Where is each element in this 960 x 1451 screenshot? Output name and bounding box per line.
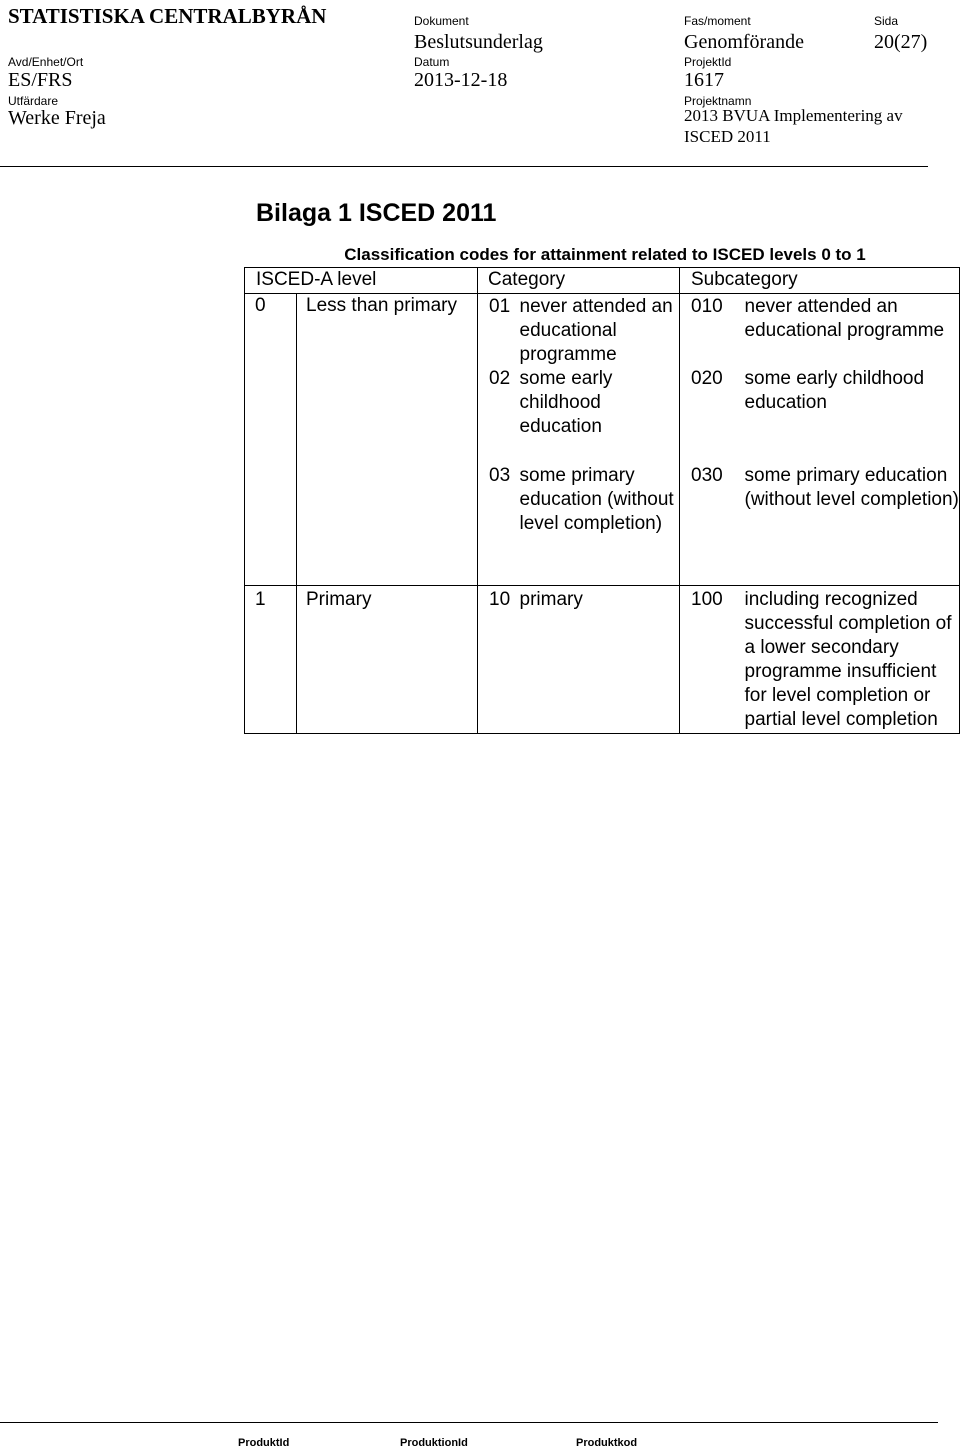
category-name: some early childhood education [519,367,680,464]
header-isced-level: ISCED-A level [245,268,478,294]
subcategory-code: 010 [691,296,723,317]
avd-label: Avd/Enhet/Ort [8,55,84,69]
footer-produktionid: ProduktionId [400,1437,468,1449]
table-caption: Classification codes for attainment related to ISCED levels 0 to 1 [344,245,866,264]
category-name: never attended an educational programme [519,294,680,368]
subcategory-name: including recognized successful completion of a lower secondary programme insufficient for level completion or partial level completion [735,585,960,733]
avd-value: ES/FRS [8,69,73,91]
projektnamn-line1: 2013 BVUA Implementering av [684,106,903,125]
projektnamn-line2: ISCED 2011 [684,127,771,146]
utfardare-label: Utfärdare [8,94,59,108]
fas-label: Fas/moment [684,14,751,28]
sida-value: 20(27) [874,31,928,53]
fas-value: Genomförande [684,31,804,53]
classification-table [244,267,960,734]
projektid-label: ProjektId [684,55,732,69]
utfardare-value: Werke Freja [8,107,106,129]
level-code: 0 [245,294,297,586]
category-name: some primary education (without level completion) [519,464,680,585]
footer-produktid: ProduktId [238,1437,290,1449]
datum-value: 2013-12-18 [414,69,508,91]
level-name: Primary [297,585,478,733]
subcategory-name: some early childhood education [735,367,960,464]
organization-name: STATISTISKA CENTRALBYRÅN [8,4,327,28]
subcategory-code: 100 [680,585,735,733]
table-row [245,294,960,368]
dokument-value: Beslutsunderlag [414,31,543,53]
level-name: Less than primary [297,294,478,586]
projektid-value: 1617 [684,69,724,91]
page-title: Bilaga 1 ISCED 2011 [256,199,497,227]
subcategory-name: never attended an educational programme [735,294,960,368]
table-header-row [245,268,960,294]
level-code: 1 [245,585,297,733]
category-code: 02 [489,368,511,389]
projektnamn-label: Projektnamn [684,94,752,108]
dokument-label: Dokument [414,14,469,28]
header-divider [0,166,928,167]
subcategory-code: 030 [691,465,723,486]
footer-divider [0,1422,938,1423]
footer-produktkod: Produktkod [576,1437,638,1449]
sida-label: Sida [874,14,899,28]
datum-label: Datum [414,55,450,69]
category-code: 01 [489,296,511,317]
category-code: 10 [478,585,519,733]
category-name: primary [519,585,680,733]
subcategory-code: 020 [691,368,723,389]
header-category: Category [478,268,680,294]
category-code: 03 [489,465,511,486]
header-subcategory: Subcategory [680,268,960,294]
table-row [245,585,960,733]
subcategory-name: some primary education (without level completion) [735,464,960,585]
